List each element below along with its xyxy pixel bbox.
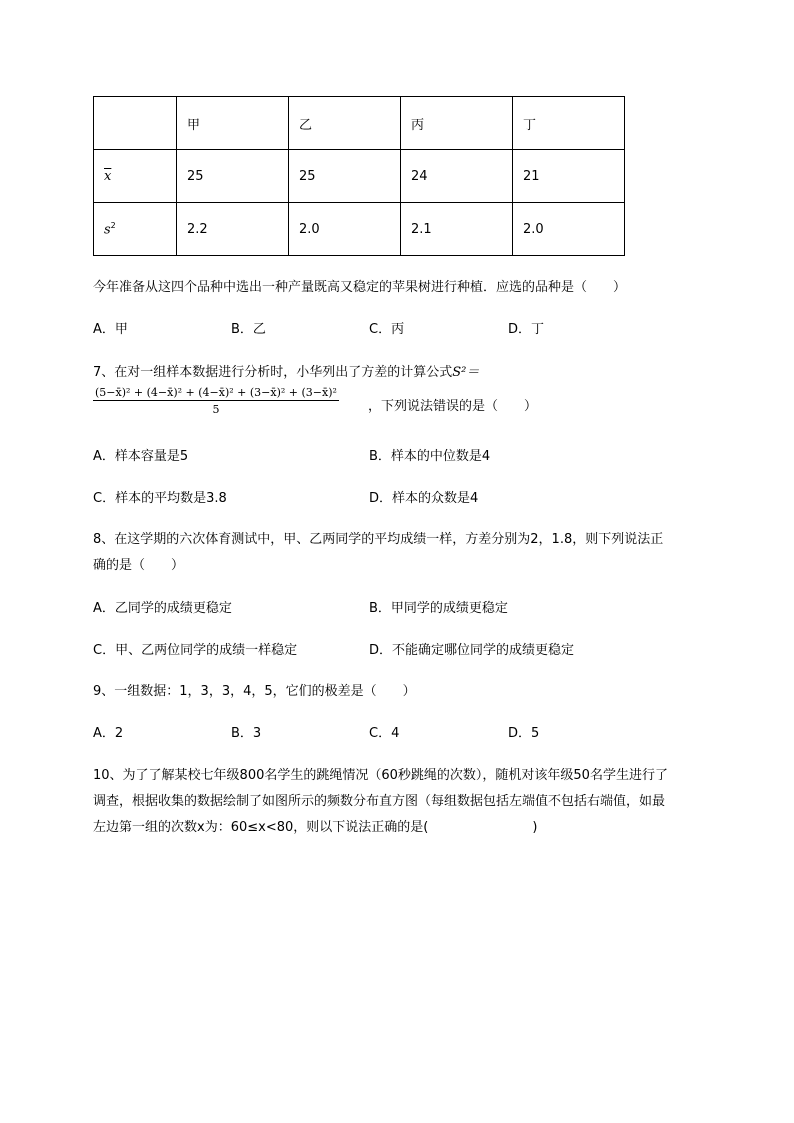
variance-exponent: 2 [110,220,116,230]
table-cell [94,97,177,150]
table-cell: 21 [513,150,625,203]
q7-option-b: B．样本的中位数是4 [369,449,491,464]
q6-option-c: C．丙 [369,322,405,337]
variance-formula [93,386,339,416]
q7-option-d: D．样本的众数是4 [369,491,479,506]
q9-option-a: A．2 [93,726,124,741]
q7-stem-text: 7、在对一组样本数据进行分析时，小华列出了方差的计算公式 [93,365,453,380]
table-cell: 25 [177,150,289,203]
table-row-variance [94,203,625,256]
table-cell: 24 [401,150,513,203]
table-row-mean [94,150,625,203]
q7-option-c: C．样本的平均数是3.8 [93,491,227,506]
q8-option-d: D．不能确定哪位同学的成绩更稳定 [369,643,575,658]
formula-numerator: (5−x̄)² + (4−x̄)² + (4−x̄)² + (3−x̄)² + (3−x̄)² [95,386,337,399]
table-cell: 丁 [513,97,625,150]
q8-stem-line1: 8、在这学期的六次体育测试中，甲、乙两同学的平均成绩一样，方差分别为2，1.8，则下列说法正 [93,532,664,547]
q8-option-b: B．甲同学的成绩更稳定 [369,601,508,616]
variance-label [94,203,177,256]
formula-denominator: 5 [212,403,220,416]
table-cell: 2.1 [401,203,513,256]
variance-symbol: s [104,222,111,238]
q9-option-b: B．3 [231,726,262,741]
q7-stem [93,361,479,380]
table-cell: 2.0 [513,203,625,256]
q8-option-c: C．甲、乙两位同学的成绩一样稳定 [93,643,298,658]
q10-stem-line2: 调查，根据收集的数据绘制了如图所示的频数分布直方图（每组数据包括左端值不包括右端值，如最 [93,794,666,809]
q8-option-a: A．乙同学的成绩更稳定 [93,601,232,616]
q6-stem: 今年准备从这四个品种中选出一种产量既高又稳定的苹果树进行种植．应选的品种是（ ） [93,280,627,295]
data-table [93,96,625,256]
q7-formula-lhs: S²＝ [452,365,480,380]
q10-stem-line3: 左边第一组的次数x为：60≤x<80，则以下说法正确的是( ) [93,820,538,835]
q6-option-a: A．甲 [93,322,128,337]
mean-symbol: $\overline{x}$ [104,168,112,184]
table-cell: 甲 [177,97,289,150]
q6-option-b: B．乙 [231,322,266,337]
q9-option-d: D．5 [508,726,540,741]
table-cell: 25 [289,150,401,203]
mean-label [94,150,177,203]
q8-stem-line2: 确的是（ ） [93,558,185,573]
table-cell: 丙 [401,97,513,150]
table-header-row [94,97,625,150]
q9-option-c: C．4 [369,726,400,741]
table-cell: 2.0 [289,203,401,256]
q7-option-a: A．样本容量是5 [93,449,189,464]
q7-stem-tail: ，下列说法错误的是（ ） [368,399,538,414]
table-cell: 乙 [289,97,401,150]
q10-stem-line1: 10、为了了解某校七年级800名学生的跳绳情况（60秒跳绳的次数），随机对该年级50名学生进行了 [93,768,668,783]
table-cell: 2.2 [177,203,289,256]
q9-stem: 9、一组数据：1，3，3，4，5，它们的极差是（ ） [93,684,416,699]
q6-option-d: D．丁 [508,322,545,337]
